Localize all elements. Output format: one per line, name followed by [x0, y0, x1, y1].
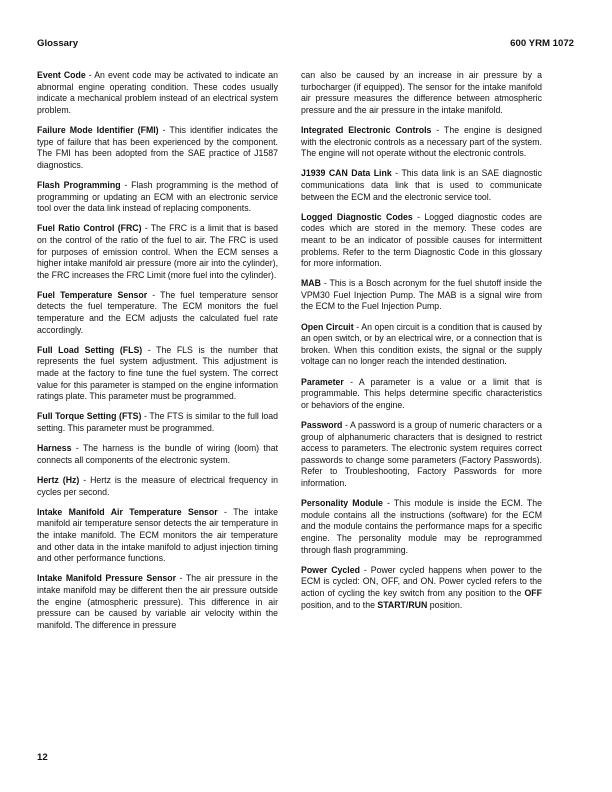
glossary-term: Open Circuit — [301, 321, 354, 332]
glossary-definition: This data link is an SAE diagnostic communications data link that is used to communicate between the ECM and the electronic service tool. — [301, 168, 542, 202]
glossary-term: Harness — [37, 443, 72, 454]
glossary-definition: The engine is designed with the electronic controls as a necessary part of the system. The engine will not operate without the electronic controls. — [301, 124, 542, 159]
glossary-definition: The intake manifold air temperature sensor detects the air temperature in the intake manifold. The ECM monitors the air temperature and other data in the intake manifold to adjust injection timing and other performance functions. — [37, 506, 279, 564]
glossary-definition: Hertz is the measure of electrical frequency in cycles per second. — [37, 474, 278, 497]
glossary-definition: Logged diagnostic codes are codes which are stored in the memory. These codes are meant to be an indicator of possible causes for intermittent problems. Refer to the term Diagnostic Code in this glossary for more information. — [301, 211, 542, 269]
glossary-entry: Integrated Electronic Controls - The engine is designed with the electronic controls as a necessary part of the system. The engine will not operate without the electronic controls. — [301, 124, 542, 159]
glossary-term: Intake Manifold Pressure Sensor — [37, 573, 177, 584]
glossary-entry: J1939 CAN Data Link - This data link is an SAE diagnostic communications data link that is used to communicate between the ECM and the electronic service tool. — [301, 168, 542, 202]
glossary-term: Hertz (Hz) — [37, 474, 80, 485]
glossary-definition: An open circuit is a condition that is caused by an open switch, or by an electrical wire, or a connection that is broken. When this condition exists, the signal or the supply voltage can no longer reach the intended destination. — [301, 321, 542, 367]
glossary-definition: This is a Bosch acronym for the fuel shutoff inside the VPM30 Fuel Injection Pump. The MAB is a signal wire from the ECM to the Fuel Injection Pump. — [301, 278, 542, 312]
glossary-term: Fuel Temperature Sensor — [37, 289, 148, 300]
glossary-entry: Power Cycled - Power cycled happens when power to the ECM is cycled: ON, OFF, and ON. Power cycled refers to the action of cycling the key switch from any position to the OFF position, and to the START/RUN position. — [301, 564, 542, 610]
glossary-definition: A parameter is a value or a limit that is programmable. This helps determine specific characteristics or behaviors of the engine. — [301, 376, 543, 410]
glossary-term: Personality Module — [301, 498, 383, 509]
glossary-term: Password — [301, 420, 343, 430]
glossary-term: Fuel Ratio Control (FRC) — [37, 223, 142, 234]
glossary-term: Integrated Electronic Controls — [301, 124, 432, 135]
glossary-definition: This identifier indicates the type of failure that has been experienced by the component. The FMI has been adopted from the SAE practice of J1587 diagnostics. — [37, 124, 279, 170]
glossary-definition: The FTS is similar to the full load setting. This parameter must be programmed. — [37, 411, 279, 433]
glossary-right-column — [301, 70, 542, 620]
glossary-entry: Event Code - An event code may be activated to indicate an abnormal engine operating condition. These codes usually indicate a mechanical problem instead of an electrical system problem. — [37, 70, 278, 115]
glossary-definition: This module is inside the ECM. The module contains all the instructions (software) for the ECM and the module contains the performance maps for a specific engine. The personality module may be reprogrammed through flash programming. — [301, 498, 542, 555]
glossary-definition: A password is a group of numeric characters or a group of alphanumeric characters that is designed to restrict access to parameters. The electronic system requires correct passwords to change some parameters (Factory Passwords). Refer to Troubleshooting, Factory Passwords for more information. — [301, 420, 542, 488]
glossary-term: Full Torque Setting (FTS) — [37, 411, 142, 422]
glossary-left-column — [37, 70, 278, 640]
glossary-term: Intake Manifold Air Temperature Sensor — [37, 506, 218, 517]
glossary-term: Flash Programming — [37, 179, 121, 190]
glossary-term: Logged Diagnostic Codes — [301, 211, 413, 222]
glossary-entry: Password - A password is a group of numeric characters or a group of alphanumeric characters that is designed to restrict access to parameters. The electronic system requires correct passwords to change some parameters (Factory Passwords). Refer to Troubleshooting, Factory Passwords for more information. — [301, 420, 542, 488]
start-run-keyword: START/RUN — [377, 599, 428, 610]
off-keyword: OFF — [524, 587, 542, 598]
glossary-definition: The air pressure in the intake manifold may be different then the air pressure outside the engine (atmospheric pressure). This difference in air pressure can be caused by variable air velocity within the manifold. The difference in pressure — [37, 573, 278, 630]
glossary-entry: Intake Manifold Air Temperature Sensor - The intake manifold air temperature sensor detects the air temperature in the intake manifold. The ECM monitors the air temperature and other data in the intake manifold to adjust injection timing and other performance functions. — [37, 506, 279, 564]
glossary-entry: Full Load Setting (FLS) - The FLS is the number that represents the fuel system adjustment. This adjustment is made at the factory to fine tune the fuel system. The correct value for this parameter is stamped on the engine information ratings plate. This parameter must be programmed. — [37, 344, 278, 402]
glossary-entry: Personality Module - This module is inside the ECM. The module contains all the instructions (software) for the ECM and the module contains the performance maps for a specific engine. The personality module may be reprogrammed through flash programming. — [301, 498, 542, 555]
glossary-entry: Open Circuit - An open circuit is a condition that is caused by an open switch, or by an electrical wire, or a connection that is broken. When this condition exists, the signal or the supply voltage can no longer reach the intended destination. — [301, 321, 542, 367]
glossary-entry-continued — [301, 70, 542, 116]
glossary-term: Parameter — [301, 376, 344, 387]
glossary-entry: Flash Programming - Flash programming is the method of programming or updating an ECM with an electronic service tool over the data link instead of replacing components. — [37, 179, 278, 214]
glossary-definition: The FLS is the number that represents the fuel system adjustment. This adjustment is made at the factory to fine tune the fuel system. The correct value for this parameter is stamped on the engine information ratings plate. This parameter must be programmed. — [37, 344, 278, 402]
glossary-term: J1939 CAN Data Link — [301, 168, 392, 179]
glossary-definition: The harness is the bundle of wiring (loom) that connects all components of the electronic system. — [37, 443, 279, 465]
glossary-definition: An event code may be activated to indicate an abnormal engine operating condition. These codes usually indicate a mechanical problem instead of an electrical system problem. — [37, 70, 278, 115]
header-section-title: Glossary — [37, 38, 79, 49]
glossary-definition: Power cycled happens when power to the ECM is cycled: ON, OFF, and ON. Power cycled refers to the action of cycling the key switch from any position to the — [301, 564, 542, 598]
glossary-entry: Fuel Temperature Sensor - The fuel temperature sensor detects the fuel temperature. The ECM monitors the fuel temperature and the ECM adjusts the calculated fuel rate accordingly. — [37, 289, 279, 335]
glossary-entry: Hertz (Hz) - Hertz is the measure of electrical frequency in cycles per second. — [37, 474, 278, 497]
glossary-term: MAB — [301, 278, 321, 289]
glossary-entry: Harness - The harness is the bundle of wiring (loom) that connects all components of the electronic system. — [37, 443, 279, 465]
glossary-entry: Full Torque Setting (FTS) - The FTS is similar to the full load setting. This parameter must be programmed. — [37, 411, 279, 433]
glossary-entry: Fuel Ratio Control (FRC) - The FRC is a limit that is based on the control of the ratio of the fuel to air. The FRC is used for purposes of emission control. When the ECM senses a higher intake manifold air pressure (more air into the cylinder), the FRC increases the FRC Limit (more fuel into the cylinder). — [37, 223, 278, 280]
glossary-entry: Logged Diagnostic Codes - Logged diagnostic codes are codes which are stored in the memory. These codes are meant to be an indicator of possible causes for intermittent problems. Refer to the term Diagnostic Code in this glossary for more information. — [301, 211, 542, 269]
page-number: 12 — [37, 752, 48, 763]
glossary-entry: MAB - This is a Bosch acronym for the fuel shutoff inside the VPM30 Fuel Injection Pump. The MAB is a signal wire from the ECM to the Fuel Injection Pump. — [301, 278, 542, 312]
glossary-definition: can also be caused by an increase in air pressure by a turbocharger (if equipped). The sensor for the intake manifold air pressure measures the difference between atmospheric pressure and the air pressure in the intake manifold. — [301, 70, 542, 115]
glossary-entry: Intake Manifold Pressure Sensor - The air pressure in the intake manifold may be different then the air pressure outside the engine (atmospheric pressure). This difference in air pressure can be caused by variable air velocity within the manifold. The difference in pressure — [37, 573, 278, 630]
glossary-definition: Flash programming is the method of programming or updating an ECM with an electronic service tool over the data link instead of replacing components. — [37, 179, 278, 214]
glossary-term: Event Code — [37, 70, 86, 80]
glossary-term: Full Load Setting (FLS) — [37, 344, 143, 355]
glossary-term: Failure Mode Identifier (FMI) — [37, 124, 159, 135]
glossary-entry: Failure Mode Identifier (FMI) - This identifier indicates the type of failure that has been experienced by the component. The FMI has been adopted from the SAE practice of J1587 diagnostics. — [37, 124, 279, 170]
glossary-definition: The FRC is a limit that is based on the control of the ratio of the fuel to air. The FRC is used for purposes of emission control. When the ECM senses a higher intake manifold air pressure (more air into the cylinder), the FRC increases the FRC Limit (more fuel into the cylinder). — [37, 223, 278, 280]
glossary-entry: Parameter - A parameter is a value or a limit that is programmable. This helps determine specific characteristics or behaviors of the engine. — [301, 376, 543, 410]
glossary-term: Power Cycled — [301, 564, 360, 575]
glossary-definition: The fuel temperature sensor detects the fuel temperature. The ECM monitors the fuel temperature and the ECM adjusts the calculated fuel rate accordingly. — [37, 289, 279, 335]
header-document-number: 600 YRM 1072 — [510, 38, 574, 49]
